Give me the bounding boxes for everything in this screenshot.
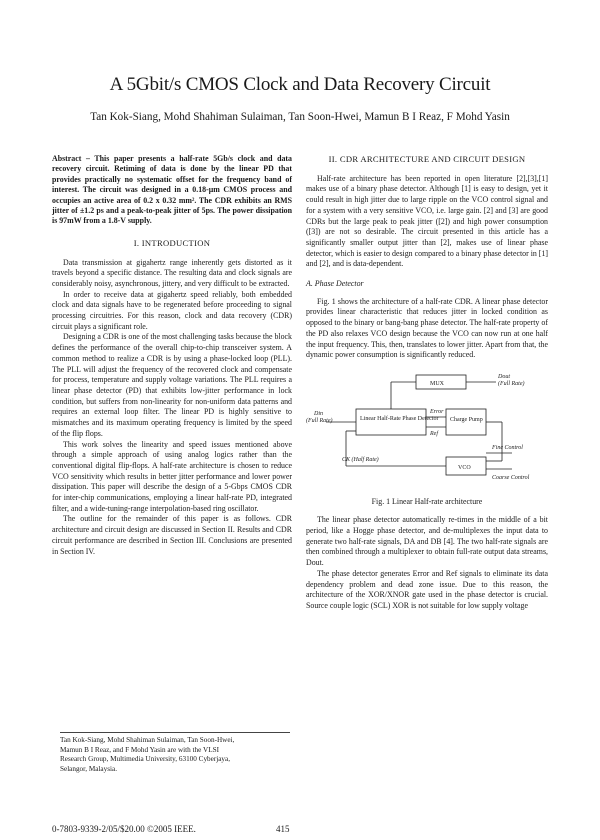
error-label: Error [430,408,444,415]
footnote-line: Tan Kok-Siang, Mohd Shahiman Sulaiman, Tan Soon-Hwei, [60,736,235,744]
dout-sub-label: (Full Rate) [498,380,525,387]
ref-label: Ref [430,430,438,437]
fine-label: Fine Control [492,444,523,451]
pump-label: Charge Pump [450,416,483,423]
page-number: 415 [276,824,290,834]
figure-caption: Fig. 1 Linear Half-rate architecture [371,496,483,506]
mux-label: MUX [430,380,445,387]
coarse-label: Coarse Control [492,474,530,481]
dout-label: Dout [498,373,510,380]
din-sub-label: (Full Rate) [306,417,333,424]
din-label: Din [314,410,323,417]
copyright-footer: 0-7803-9339-2/05/$20.00 ©2005 IEEE. [52,824,196,834]
block-diagram [306,369,548,489]
paper-title: A 5Gbit/s CMOS Clock and Data Recovery Circuit [109,74,491,95]
body-paragraph: The phase detector generates Error and Ref signals to eliminate its data dependency problem and dead zone issue. Due to this reason, the architecture of the XOR/XNOR gate used in the phase detector is crucial. Source couple logic (SCL) XOR is not suitable for low supply voltage [306,568,548,610]
footnote-line: Mamun B I Reaz, and F Mohd Yasin are with the VLSI [60,745,219,754]
intro-paragraph: In order to receive data at gigahertz speed reliably, both embedded clock and data signals have to be regenerated before proceeding to signal processing circuitries. For this reason, clock and data recovery (CDR) circuit plays a significant role. [52,289,292,331]
abstract: Abstract – This paper presents a half-rate 5Gb/s clock and data recovery circuit. Retiming of data is done by the linear PD that provides practically no systematic offset for the frequency band of interest. The circuit was designed in a 0.18-μm CMOS process and occupies an active area of 0.2 x 0.32 mm². The CDR exhibits an RMS jitter of ±1.2 ps and a peak-to-peak jitter of 5ps. The power dissipation is 97mW from a 1.8-V supply. [52,154,292,226]
pd-label: Linear Half-Rate Phase Detector [360,415,439,422]
author-list: Tan Kok-Siang, Mohd Shahiman Sulaiman, Tan Soon-Hwei, Mamun B I Reaz, F Mohd Yasin [90,111,510,123]
intro-paragraph: The outline for the remainder of this paper is as follows. CDR architecture and circuit design are discussed in Section II. Results and CDR circuit performance are described in Section III. Conclusions are presented in Section IV. [52,514,292,556]
architecture-paragraph: Half-rate architecture has been reported in open literature [2],[3],[1] makes use of a binary phase detector. Although [1] is easy to design, yet it could result in high jitter due to large ripple on the VCO control signal and for a system with a very sensitive VCO, i.e. large gain. [2] and [3] are good CDRs but the large peak to peak jitter ([2]) and high power consumption ([3]) are not so desirable. The circuit presented in this article has a significantly smaller output jitter than [2], makes use of linear phase detector, which is easier to design compared to a binary phase detector in [1] and [2], and is data-dependent. [306,173,549,269]
intro-paragraph: This work solves the linearity and speed issues mentioned above through a simple approach of using analog logics rather than the conventional digital flip-flops. A half-rate architecture is chosen to reduce VCO sensitivity which results in better jitter performance and lower power dissipation. This paper will describe the design of a 5-Gbps CMOS CDR for inter-chip communications, employing a linear half-rate PD, integrated filter, and a wide-tuning-range interpolation-based ring oscillator. [52,439,292,513]
ck-label: CK (Half Rate) [342,456,379,463]
phase-detector-paragraph: Fig. 1 shows the architecture of a half-rate CDR. A linear phase detector provides linear characteristic that reduces jitter in locked condition as opposed to the binary or bang-bang phase detector. The half-rate property of the PD also relaxes VCO design because the VCO can now run at one half the input frequency. This, then, translates to lower jitter. Apart from that, the dynamic power consumption is significantly reduced. [306,296,548,360]
footnote [60,732,290,774]
figure-1 [306,369,548,493]
footnote-line: Research Group, Multimedia University, 63100 Cyberjaya, [60,755,230,764]
subsection-heading-phase-detector: A. Phase Detector [306,279,364,289]
right-column [306,154,548,612]
section-heading-architecture: II. CDR ARCHITECTURE AND CIRCUIT DESIGN [328,154,526,164]
intro-paragraph: Designing a CDR is one of the most challenging tasks because the block defines the performance of the overall chip-to-chip transceiver system. A common method to realize a CDR is by using a phase-locked loop (PLL). The PLL will adjust the frequency of the recovered clock and compensate for process, temperature and supply voltage variations. The PLL requires a linear phase detector (PD) that exhibits low-jitter performance in lock condition, but suffers from non-linearity for non-uniform data patterns and requires an external loop filter. The linear PD is highly sensitive to mismatches and its maximum operating frequency is limited by the speed of the flip flops. [52,332,292,438]
vco-label: VCO [458,464,471,471]
footnote-line: Selangor, Malaysia. [60,764,117,773]
section-heading-introduction: I. INTRODUCTION [133,237,211,248]
body-paragraph: The linear phase detector automatically re-times in the middle of a bit period, like a Hogge phase detector, and de-multiplexes the input data to generate two half-rate signals, DA and DB [4]. The two half-rate signals are then combined through a multiplexer to obtain full-rate output data streams, Dout. [306,515,548,568]
intro-paragraph: Data transmission at gigahertz range inherently gets distorted as it travels beyond a specific distance. The resulting data and clock signals are considerably noisy, asynchronous, jittery, and very difficult to be extracted. [52,257,292,288]
phase-detector-block [356,409,426,435]
left-column [52,154,292,557]
